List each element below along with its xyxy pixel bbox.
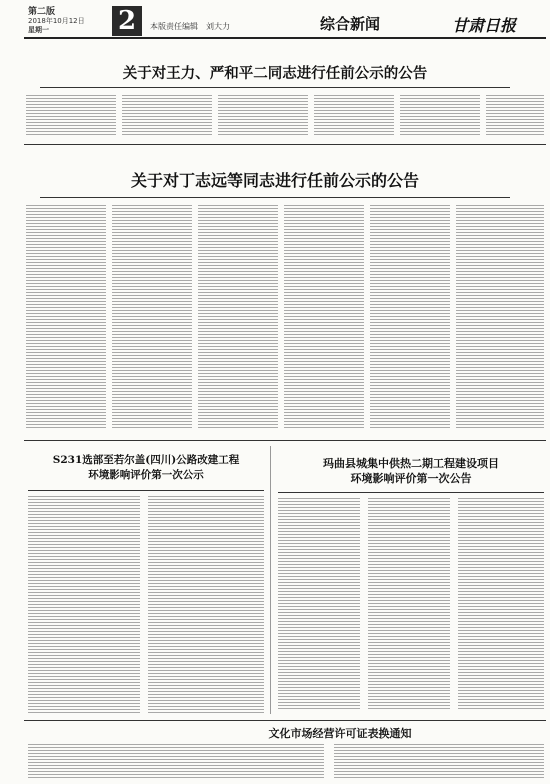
article2-column	[456, 205, 544, 430]
article4-column	[458, 498, 544, 710]
page-number-badge	[112, 6, 142, 36]
issue-date: 2018年10月12日	[28, 17, 85, 25]
section-title: 综合新闻	[319, 15, 380, 33]
article2-column	[112, 205, 192, 430]
article2-column	[284, 205, 364, 430]
article3-headline-line2: 环境影响评价第一次公示	[88, 469, 204, 481]
article4-headline-line1: 玛曲县城集中供热二期工程建设项目	[323, 457, 499, 470]
article3-headline-line1: S231选部至若尔盖(四川)公路改建工程	[52, 454, 240, 466]
article1-column	[122, 95, 212, 137]
article1-column	[486, 95, 544, 137]
edition-box	[28, 8, 98, 36]
article3-headline	[28, 453, 264, 483]
page-number: 2	[117, 6, 137, 36]
paper-logo: 甘肃日报	[452, 16, 517, 35]
article4-column	[368, 498, 450, 710]
article1-headline: 关于对王力、严和平二同志进行任前公示的公告	[122, 65, 428, 82]
article3-rule	[28, 490, 264, 491]
article2-rule	[40, 197, 510, 198]
article5-headline: 文化市场经营许可证表换通知	[268, 727, 412, 740]
article5-column	[28, 744, 324, 780]
edition-label: 第二版	[28, 7, 56, 17]
article2-headline: 关于对丁志远等同志进行任前公示的公告	[130, 171, 419, 190]
article3-column	[148, 496, 264, 714]
article2-column	[370, 205, 450, 430]
issue-weekday: 星期一	[28, 26, 49, 34]
article2-column	[26, 205, 106, 430]
article4-rule	[278, 492, 544, 493]
article1-column	[26, 95, 116, 137]
masthead-rule	[24, 37, 546, 39]
article1-column	[400, 95, 480, 137]
article2-column	[198, 205, 278, 430]
article1-column	[314, 95, 394, 137]
masthead	[0, 0, 550, 42]
column-divider	[270, 446, 271, 714]
article4-column	[278, 498, 360, 710]
section-divider	[24, 144, 546, 145]
article3-column	[28, 496, 140, 714]
section-divider	[24, 720, 546, 721]
article1-column	[218, 95, 308, 137]
page-editor: 本版责任编辑 刘大力	[150, 22, 230, 31]
article5-column	[334, 744, 544, 780]
section-divider	[24, 440, 546, 441]
article1-rule	[40, 87, 510, 88]
article4-headline	[278, 456, 544, 486]
article4-headline-line2: 环境影响评价第一次公告	[350, 472, 472, 485]
